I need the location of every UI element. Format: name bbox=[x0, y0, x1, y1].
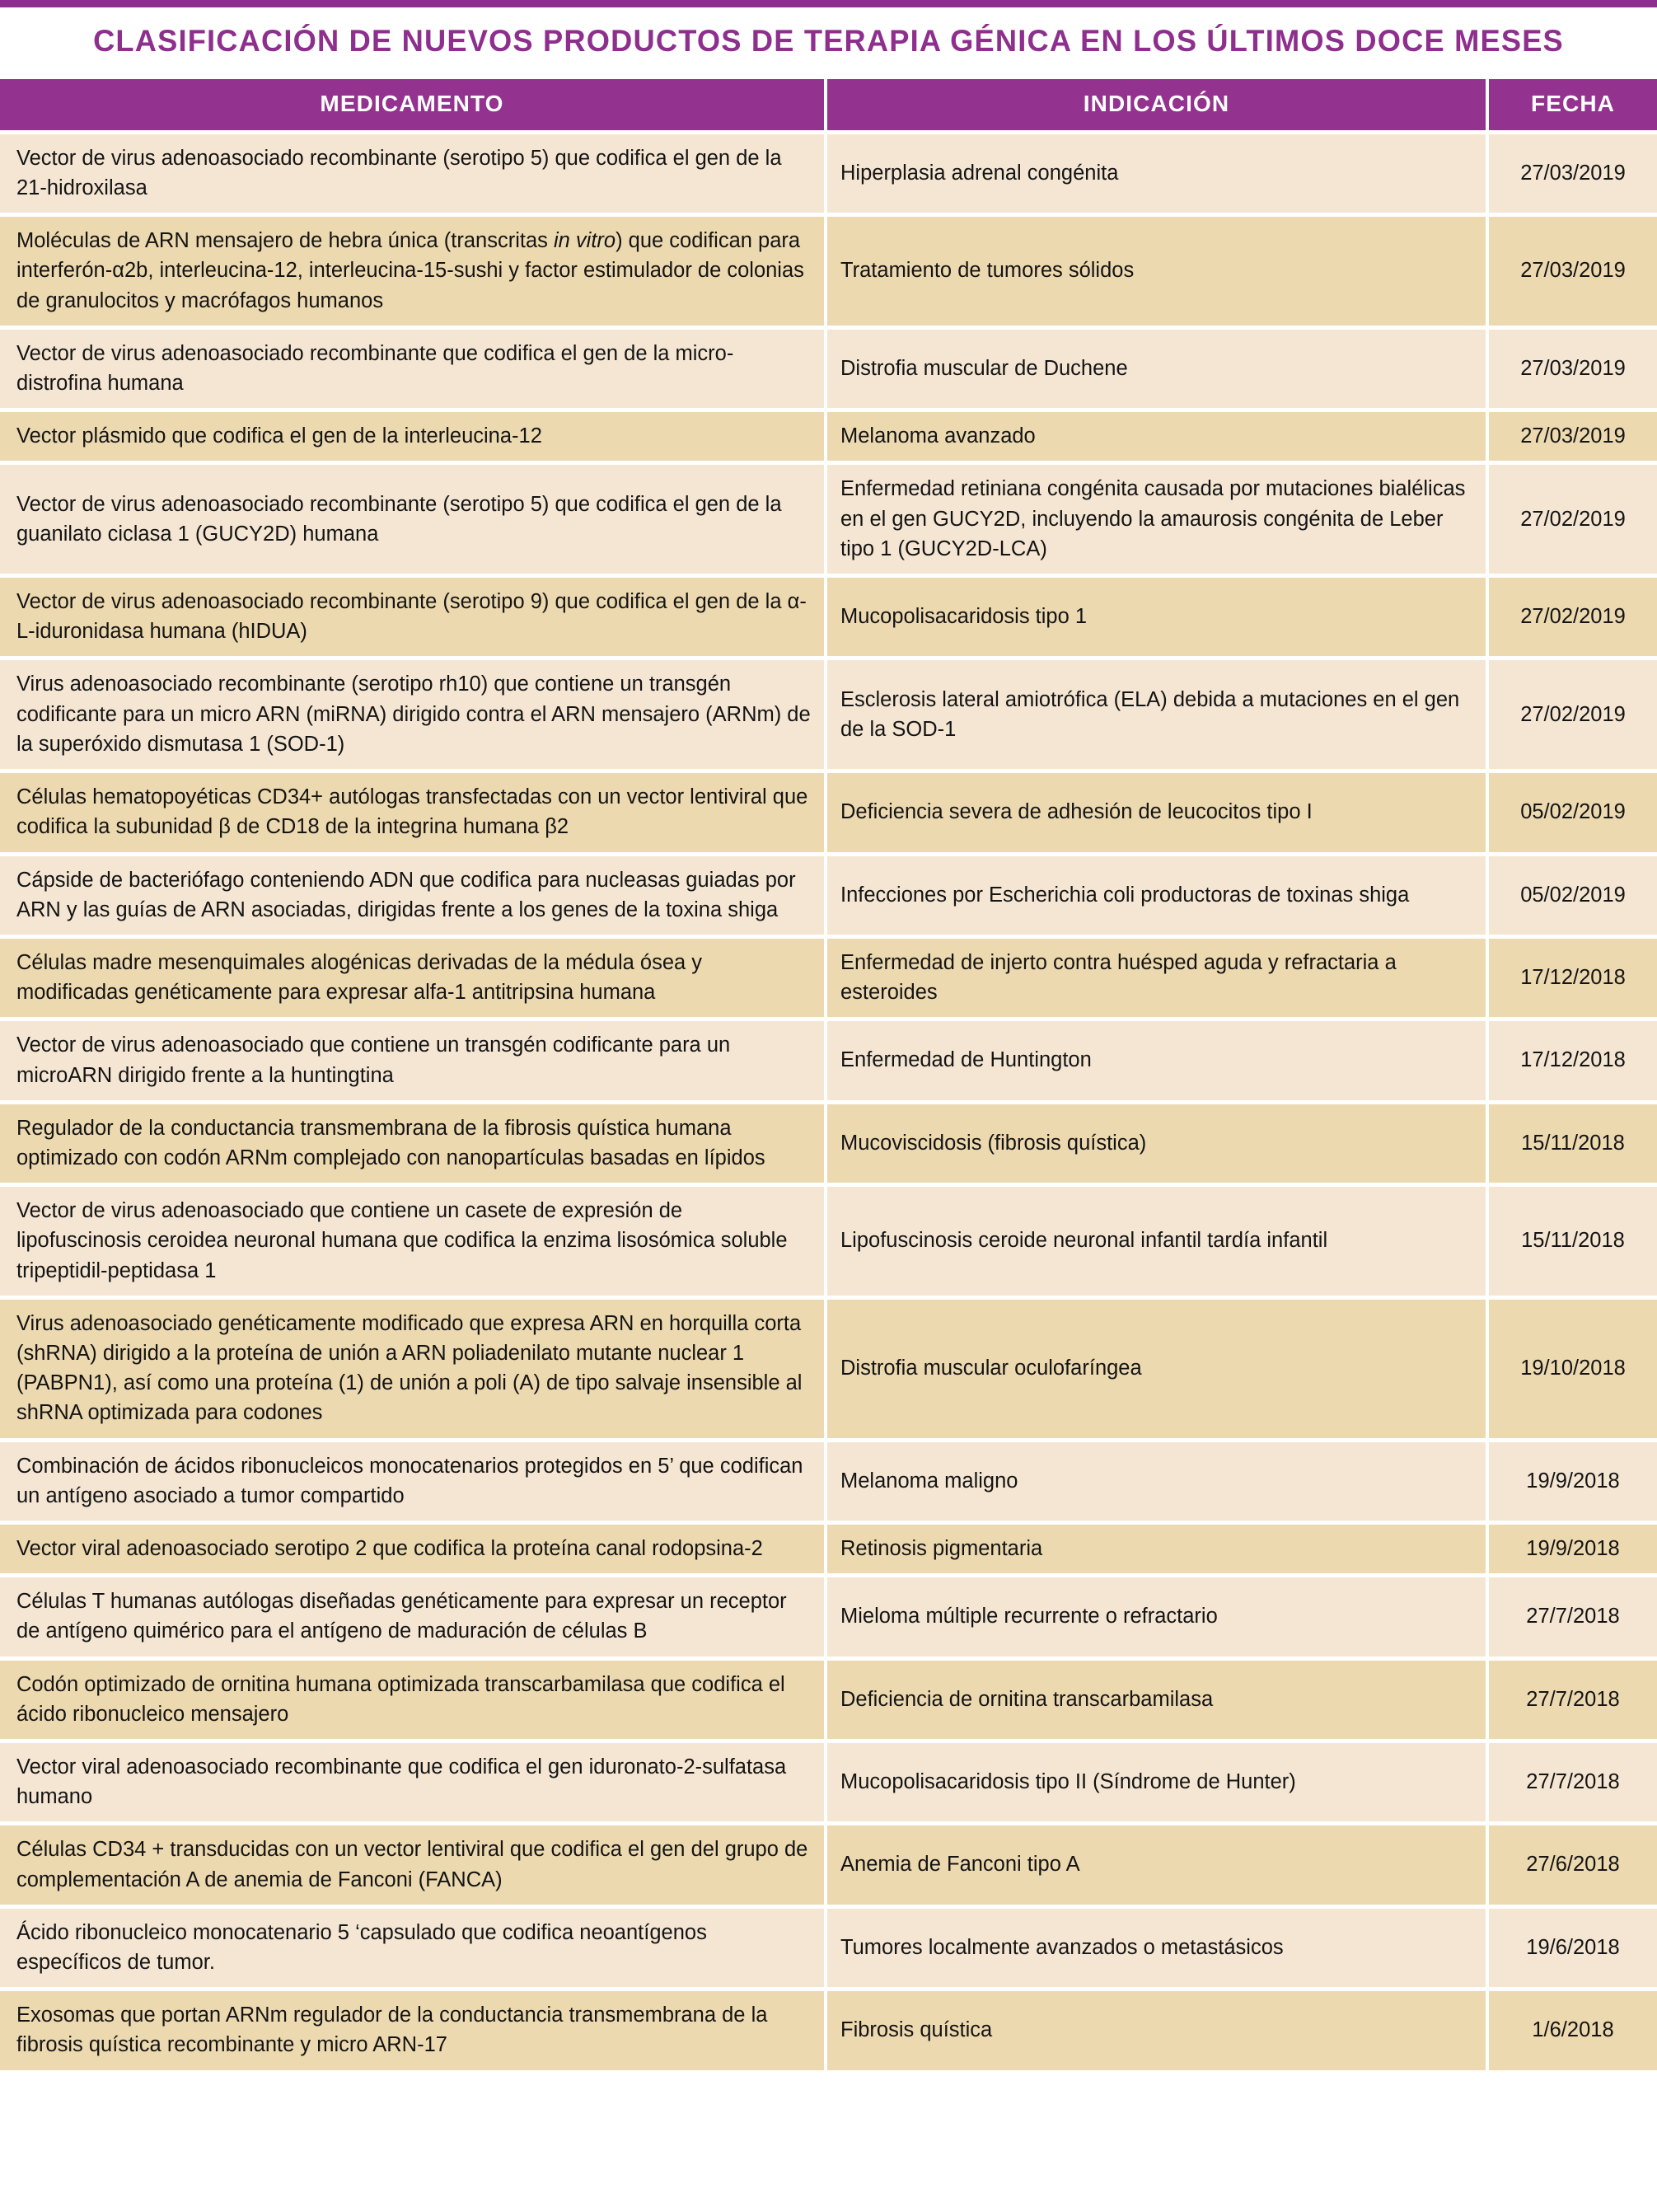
cell-fecha: 19/9/2018 bbox=[1487, 1440, 1657, 1522]
table-row bbox=[0, 1906, 1657, 1989]
cell-indicacion: Retinosis pigmentaria bbox=[826, 1522, 1487, 1575]
cell-fecha: 15/11/2018 bbox=[1487, 1185, 1657, 1298]
page-title: CLASIFICACIÓN DE NUEVOS PRODUCTOS DE TERAPIA GÉNICA EN LOS ÚLTIMOS DOCE MESES bbox=[93, 24, 1564, 58]
cell-medicamento: Exosomas que portan ARNm regulador de la conductancia transmembrana de la fibrosis quística recombinante y micro ARN-17 bbox=[0, 1989, 826, 2072]
cell-medicamento: Virus adenoasociado recombinante (serotipo rh10) que contiene un transgén codificante para un micro ARN (miRNA) dirigido contra el ARN mensajero (ARNm) de la superóxido dismutasa 1 (SOD-1) bbox=[0, 658, 826, 771]
cell-medicamento: Vector de virus adenoasociado que contiene un casete de expresión de lipofuscinosis ceroidea neuronal humana que codifica la enzima lisosómica soluble tripeptidil-peptidasa 1 bbox=[0, 1185, 826, 1298]
cell-fecha: 27/7/2018 bbox=[1487, 1658, 1657, 1741]
cell-indicacion: Distrofia muscular de Duchene bbox=[826, 327, 1487, 410]
cell-medicamento: Células CD34 + transducidas con un vector lentiviral que codifica el gen del grupo de complementación A de anemia de Fanconi (FANCA) bbox=[0, 1824, 826, 1906]
table-row bbox=[0, 658, 1657, 771]
cell-medicamento: Codón optimizado de ornitina humana optimizada transcarbamilasa que codifica el ácido ribonucleico mensajero bbox=[0, 1658, 826, 1741]
table-row bbox=[0, 215, 1657, 328]
table-row bbox=[0, 1658, 1657, 1741]
cell-indicacion: Enfermedad de Huntington bbox=[826, 1019, 1487, 1102]
cell-indicacion: Hiperplasia adrenal congénita bbox=[826, 132, 1487, 214]
cell-medicamento: Virus adenoasociado genéticamente modificado que expresa ARN en horquilla corta (shRNA) dirigido a la proteína de unión a ARN poliadenilato mutante nuclear 1 (PABPN1), así como una proteína (1) de unión a poli (A) de tipo salvaje insensible al shRNA optimizada para codones bbox=[0, 1297, 826, 1440]
table-header-row bbox=[0, 79, 1657, 133]
table-row bbox=[0, 1440, 1657, 1522]
cell-fecha: 27/6/2018 bbox=[1487, 1824, 1657, 1906]
cell-indicacion: Anemia de Fanconi tipo A bbox=[826, 1824, 1487, 1906]
cell-medicamento: Vector viral adenoasociado serotipo 2 que codifica la proteína canal rodopsina-2 bbox=[0, 1522, 826, 1575]
cell-medicamento: Combinación de ácidos ribonucleicos monocatenarios protegidos en 5’ que codifican un antígeno asociado a tumor compartido bbox=[0, 1440, 826, 1522]
table-row bbox=[0, 771, 1657, 854]
cell-indicacion: Infecciones por Escherichia coli productoras de toxinas shiga bbox=[826, 854, 1487, 936]
cell-medicamento: Cápside de bacteriófago conteniendo ADN que codifica para nucleasas guiadas por ARN y las guías de ARN asociadas, dirigidas frente a los genes de la toxina shiga bbox=[0, 854, 826, 936]
table-row bbox=[0, 410, 1657, 463]
cell-indicacion: Mucopolisacaridosis tipo II (Síndrome de Hunter) bbox=[826, 1741, 1487, 1823]
cell-fecha: 15/11/2018 bbox=[1487, 1102, 1657, 1184]
table-row bbox=[0, 1019, 1657, 1102]
cell-medicamento: Células T humanas autólogas diseñadas genéticamente para expresar un receptor de antígeno quimérico para el antígeno de maduración de células B bbox=[0, 1576, 826, 1658]
cell-indicacion: Mucopolisacaridosis tipo 1 bbox=[826, 576, 1487, 658]
cell-fecha: 27/02/2019 bbox=[1487, 576, 1657, 658]
table-row bbox=[0, 463, 1657, 576]
cell-fecha: 19/9/2018 bbox=[1487, 1522, 1657, 1575]
cell-indicacion: Enfermedad de injerto contra huésped aguda y refractaria a esteroides bbox=[826, 936, 1487, 1019]
cell-indicacion: Esclerosis lateral amiotrófica (ELA) debida a mutaciones en el gen de la SOD-1 bbox=[826, 658, 1487, 771]
cell-indicacion: Enfermedad retiniana congénita causada por mutaciones bialélicas en el gen GUCY2D, incluyendo la amaurosis congénita de Leber tipo 1 (GUCY2D-LCA) bbox=[826, 463, 1487, 576]
table-row bbox=[0, 1824, 1657, 1906]
cell-medicamento: Moléculas de ARN mensajero de hebra única (transcritas in vitro) que codifican para interferón-α2b, interleucina-12, interleucina-15-sushi y factor estimulador de colonias de granulocitos y macrófagos humanos bbox=[0, 215, 826, 328]
column-header-medicamento: MEDICAMENTO bbox=[0, 79, 826, 133]
cell-indicacion: Tumores localmente avanzados o metastásicos bbox=[826, 1906, 1487, 1989]
cell-medicamento: Vector plásmido que codifica el gen de la interleucina-12 bbox=[0, 410, 826, 463]
cell-fecha: 27/03/2019 bbox=[1487, 327, 1657, 410]
cell-fecha: 27/02/2019 bbox=[1487, 658, 1657, 771]
cell-medicamento: Células hematopoyéticas CD34+ autólogas transfectadas con un vector lentiviral que codifica la subunidad β de CD18 de la integrina humana β2 bbox=[0, 771, 826, 854]
cell-medicamento: Vector de virus adenoasociado recombinante (serotipo 9) que codifica el gen de la α-L-iduronidasa humana (hIDUA) bbox=[0, 576, 826, 658]
gene-therapy-table bbox=[0, 79, 1657, 2074]
cell-medicamento: Vector de virus adenoasociado que contiene un transgén codificante para un microARN dirigido frente a la huntingtina bbox=[0, 1019, 826, 1102]
cell-fecha: 1/6/2018 bbox=[1487, 1989, 1657, 2072]
table-row bbox=[0, 1185, 1657, 1298]
column-header-fecha: FECHA bbox=[1487, 79, 1657, 133]
cell-indicacion: Lipofuscinosis ceroide neuronal infantil tardía infantil bbox=[826, 1185, 1487, 1298]
cell-indicacion: Melanoma maligno bbox=[826, 1440, 1487, 1522]
table-row bbox=[0, 1576, 1657, 1658]
cell-medicamento: Vector viral adenoasociado recombinante que codifica el gen iduronato-2-sulfatasa humano bbox=[0, 1741, 826, 1823]
cell-fecha: 27/02/2019 bbox=[1487, 463, 1657, 576]
cell-fecha: 05/02/2019 bbox=[1487, 771, 1657, 854]
cell-indicacion: Mieloma múltiple recurrente o refractario bbox=[826, 1576, 1487, 1658]
cell-fecha: 27/7/2018 bbox=[1487, 1576, 1657, 1658]
table-row bbox=[0, 1522, 1657, 1575]
cell-fecha: 27/7/2018 bbox=[1487, 1741, 1657, 1823]
table-row bbox=[0, 1102, 1657, 1184]
table-row bbox=[0, 1297, 1657, 1440]
table-row bbox=[0, 327, 1657, 410]
table-row bbox=[0, 936, 1657, 1019]
cell-fecha: 19/6/2018 bbox=[1487, 1906, 1657, 1989]
cell-fecha: 17/12/2018 bbox=[1487, 936, 1657, 1019]
cell-medicamento: Vector de virus adenoasociado recombinante (serotipo 5) que codifica el gen de la guanilato ciclasa 1 (GUCY2D) humana bbox=[0, 463, 826, 576]
cell-medicamento: Regulador de la conductancia transmembrana de la fibrosis quística humana optimizado con codón ARNm complejado con nanopartículas basadas en lípidos bbox=[0, 1102, 826, 1184]
cell-indicacion: Mucoviscidosis (fibrosis quística) bbox=[826, 1102, 1487, 1184]
cell-fecha: 05/02/2019 bbox=[1487, 854, 1657, 936]
cell-medicamento: Células madre mesenquimales alogénicas derivadas de la médula ósea y modificadas genéticamente para expresar alfa-1 antitripsina humana bbox=[0, 936, 826, 1019]
table-row bbox=[0, 576, 1657, 658]
cell-indicacion: Distrofia muscular oculofaríngea bbox=[826, 1297, 1487, 1440]
table-body bbox=[0, 132, 1657, 2072]
cell-indicacion: Deficiencia de ornitina transcarbamilasa bbox=[826, 1658, 1487, 1741]
cell-fecha: 17/12/2018 bbox=[1487, 1019, 1657, 1102]
cell-indicacion: Deficiencia severa de adhesión de leucocitos tipo I bbox=[826, 771, 1487, 854]
cell-medicamento: Vector de virus adenoasociado recombinante que codifica el gen de la micro-distrofina humana bbox=[0, 327, 826, 410]
cell-medicamento: Ácido ribonucleico monocatenario 5 ‘capsulado que codifica neoantígenos específicos de tumor. bbox=[0, 1906, 826, 1989]
table-header bbox=[0, 79, 1657, 133]
column-header-indicacion: INDICACIÓN bbox=[826, 79, 1487, 133]
table-row bbox=[0, 1989, 1657, 2072]
top-accent-rule bbox=[0, 0, 1657, 7]
cell-fecha: 27/03/2019 bbox=[1487, 410, 1657, 463]
cell-fecha: 27/03/2019 bbox=[1487, 132, 1657, 214]
cell-fecha: 27/03/2019 bbox=[1487, 215, 1657, 328]
cell-indicacion: Tratamiento de tumores sólidos bbox=[826, 215, 1487, 328]
cell-fecha: 19/10/2018 bbox=[1487, 1297, 1657, 1440]
cell-indicacion: Melanoma avanzado bbox=[826, 410, 1487, 463]
table-row bbox=[0, 854, 1657, 936]
table-row bbox=[0, 132, 1657, 214]
table-row bbox=[0, 1741, 1657, 1823]
cell-medicamento: Vector de virus adenoasociado recombinante (serotipo 5) que codifica el gen de la 21-hidroxilasa bbox=[0, 132, 826, 214]
cell-indicacion: Fibrosis quística bbox=[826, 1989, 1487, 2072]
